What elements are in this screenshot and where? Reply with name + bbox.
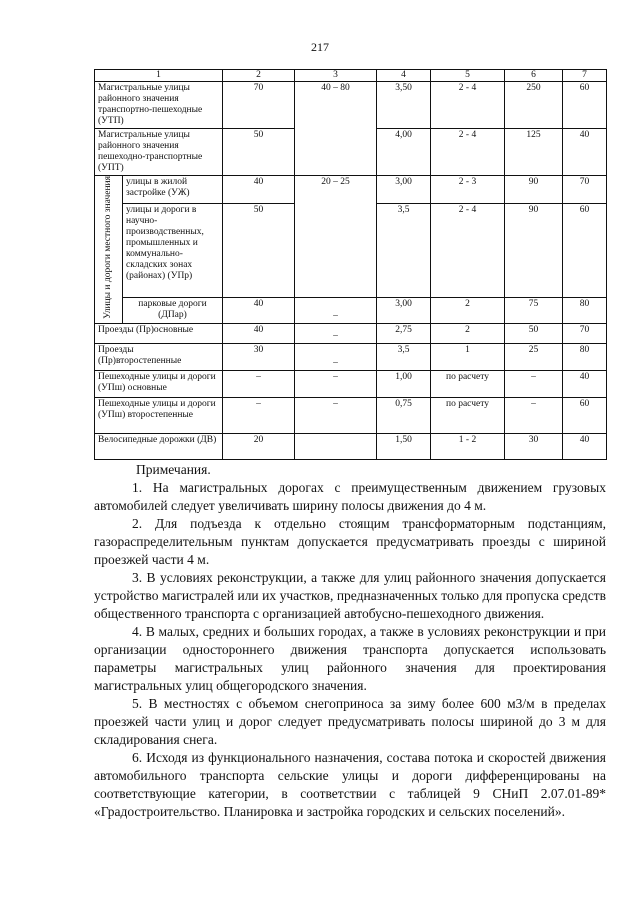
table-row [95, 176, 607, 204]
table-cell: 40 – 80 [295, 82, 377, 176]
table-cell: 40 [563, 129, 607, 176]
table-cell: – [223, 397, 295, 433]
local-group-cell [95, 176, 123, 324]
row-name: улицы и дороги в научно-производственных, промышленных и коммунально-складских зонах (районах) (УПр) [123, 204, 223, 298]
table-header-row [95, 70, 607, 82]
table-cell: 75 [505, 297, 563, 323]
note-item: 1. На магистральных дорогах с преимущественным движением грузовых автомобилей следует увеличивать ширину полосы движения до 4 м. [94, 480, 606, 513]
table-row [95, 397, 607, 433]
table-cell: 4,00 [377, 129, 431, 176]
row-name: Магистральные улицы районного значения пешеходно-транспортные (УПТ) [95, 129, 223, 176]
header-cell: 3 [295, 70, 377, 82]
header-cell: 6 [505, 70, 563, 82]
note-item: 5. В местностях с объемом снегоприноса за зиму более 600 м3/м в пределах проезжей части улиц и дорог следует предусматривать полосы шириной до 3 м для складирования снега. [94, 696, 606, 747]
table-cell: 20 [223, 433, 295, 459]
table-cell: 2 - 4 [431, 129, 505, 176]
table-cell: 3,5 [377, 204, 431, 298]
table-cell: 70 [223, 82, 295, 129]
header-cell: 5 [431, 70, 505, 82]
table-row [95, 297, 607, 323]
table-row [95, 323, 607, 343]
table-cell: 2 [431, 297, 505, 323]
table-cell: – [295, 323, 377, 343]
notes-section [94, 461, 606, 821]
table-row [95, 433, 607, 459]
header-cell: 1 [95, 70, 223, 82]
table-cell: 60 [563, 204, 607, 298]
table-cell: – [295, 343, 377, 370]
table-row [95, 343, 607, 370]
note-item: 4. В малых, средних и больших городах, а также в условиях реконструкции и при организации одностороннего движения транспорта допускается использовать параметры магистральных улиц районного значения для проектирования магистральных улиц общегородского значения. [94, 624, 606, 693]
table-cell: 40 [223, 323, 295, 343]
header-cell: 4 [377, 70, 431, 82]
street-parameters-table [94, 69, 607, 460]
note-item: 3. В условиях реконструкции, а также для улиц районного значения допускается устройство магистралей или их участков, предназначенных только для пропуска средств общественного транспорта с организацией автобусно-пешеходного движения. [94, 570, 606, 621]
header-cell: 7 [563, 70, 607, 82]
table-cell: 80 [563, 343, 607, 370]
header-cell: 2 [223, 70, 295, 82]
table-cell: 30 [505, 433, 563, 459]
table-cell: 2,75 [377, 323, 431, 343]
table-cell: 1,50 [377, 433, 431, 459]
row-name: Пешеходные улицы и дороги (УПш) основные [95, 370, 223, 397]
table-cell: 0,75 [377, 397, 431, 433]
table-cell: 1 [431, 343, 505, 370]
table-cell: 1 - 2 [431, 433, 505, 459]
table-cell: 2 - 4 [431, 82, 505, 129]
row-name: Проезды (Пр)основные [95, 323, 223, 343]
table-cell: – [295, 397, 377, 433]
table-cell: – [505, 370, 563, 397]
note-item: 6. Исходя из функционального назначения, состава потока и скоростей движения автомобильного транспорта сельские улицы и дороги дифференцированы на соответствующие категории, в соответствии с таблицей 9 СНиП 2.07.01-89* «Градостроительство. Планировка и застройка городских и сельских поселений». [94, 750, 606, 819]
table-cell: – [223, 370, 295, 397]
table-cell: 50 [505, 323, 563, 343]
table-cell: 20 – 25 [295, 176, 377, 298]
table-cell: 3,00 [377, 297, 431, 323]
table-cell: 70 [563, 323, 607, 343]
row-name: парковые дороги (ДПар) [123, 297, 223, 323]
table-cell: 60 [563, 397, 607, 433]
table-cell: 40 [223, 176, 295, 204]
table-cell: 125 [505, 129, 563, 176]
table-cell: 40 [563, 370, 607, 397]
table-cell: 2 - 3 [431, 176, 505, 204]
note-item: 2. Для подъезда к отдельно стоящим трансформаторным подстанциям, газораспределительным пунктам допускается предусматривать проезды с шириной проезжей части 4 м. [94, 516, 606, 567]
row-name: улицы в жилой застройке (УЖ) [123, 176, 223, 204]
table-cell: 90 [505, 204, 563, 298]
table-cell: 25 [505, 343, 563, 370]
table-cell: 40 [563, 433, 607, 459]
table-cell: 2 [431, 323, 505, 343]
notes-title: Примечания. [136, 462, 211, 477]
table-cell: по расчету [431, 397, 505, 433]
row-name: Проезды (Пр)второстепенные [95, 343, 223, 370]
table-cell: 40 [223, 297, 295, 323]
table-cell: 90 [505, 176, 563, 204]
page-number: 217 [311, 40, 329, 54]
table-cell: 2 - 4 [431, 204, 505, 298]
table-cell: 60 [563, 82, 607, 129]
table-cell: 50 [223, 204, 295, 298]
table-cell: 50 [223, 129, 295, 176]
table-cell: 70 [563, 176, 607, 204]
table-cell: – [505, 397, 563, 433]
table-cell: – [295, 297, 377, 323]
table-row [95, 82, 607, 129]
table-cell [295, 433, 377, 459]
row-name: Пешеходные улицы и дороги (УПш) второстепенные [95, 397, 223, 433]
row-name: Велосипедные дорожки (ДВ) [95, 433, 223, 459]
table-cell: 3,5 [377, 343, 431, 370]
table-cell: 3,50 [377, 82, 431, 129]
table-cell: 1,00 [377, 370, 431, 397]
table-cell: – [295, 370, 377, 397]
table-cell: 30 [223, 343, 295, 370]
table-row [95, 370, 607, 397]
table-cell: 250 [505, 82, 563, 129]
table-cell: 80 [563, 297, 607, 323]
row-name: Магистральные улицы районного значения транспортно-пешеходные (УТП) [95, 82, 223, 129]
table-cell: 3,00 [377, 176, 431, 204]
table-cell: по расчету [431, 370, 505, 397]
local-group-label: Улицы и дороги местного значения [103, 176, 113, 319]
